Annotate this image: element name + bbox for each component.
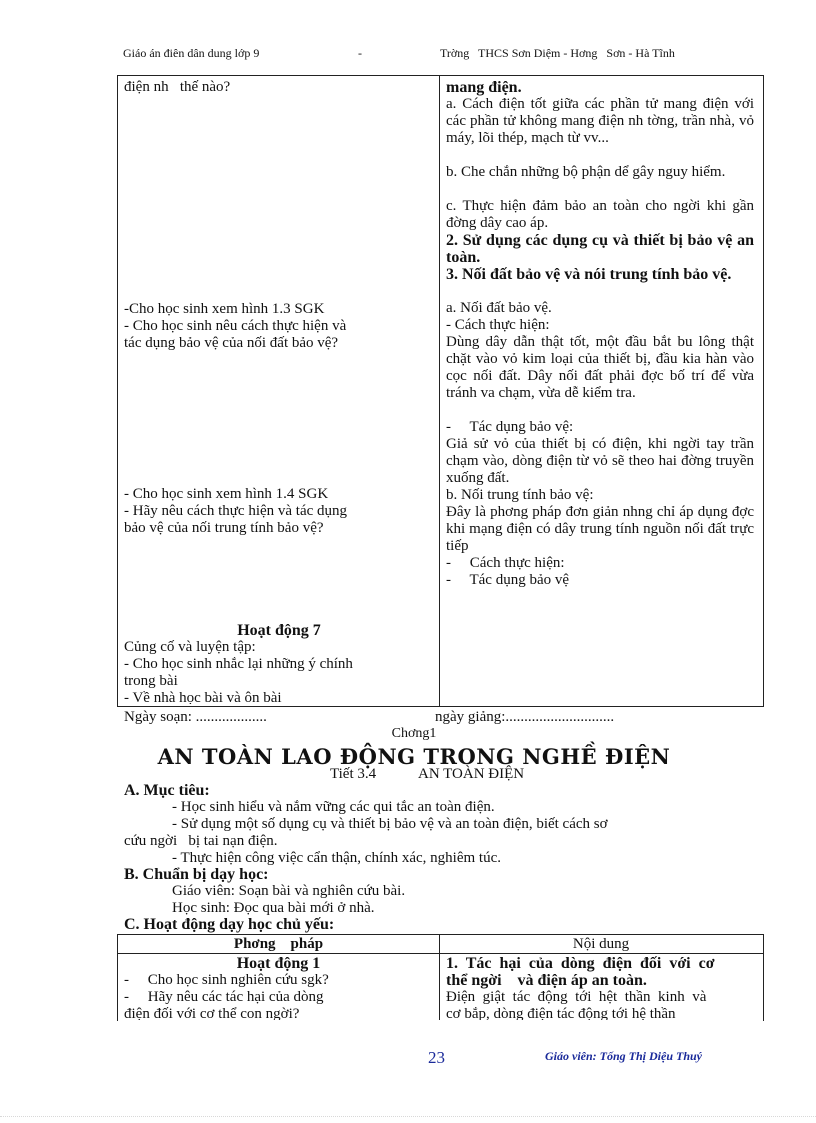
activity-7-line-2: - Cho học sinh nhắc lại những ý chính <box>124 656 353 672</box>
activity-1-title: Hoạt động 1 <box>236 955 321 972</box>
content-1-heading-2: thể ngời và điện áp an toàn. <box>446 972 647 989</box>
t1-left-b2-1: - Cho học sinh xem hình 1.4 SGK <box>124 486 329 502</box>
header-left: Giáo án điên dân dung lớp 9 <box>123 46 260 60</box>
t1-left-b1-3: tác dụng bảo vệ của nối đất bảo vệ? <box>124 335 339 351</box>
t1-right-head: mang điện. <box>446 79 522 96</box>
section-a-heading: A. Mục tiêu: <box>124 782 210 799</box>
content-1-line-2: cơ bắp, dòng điện tác động tới hệ thần <box>446 1006 676 1020</box>
t1-left-b2-2: - Hãy nêu cách thực hiện và tác dụng <box>124 503 348 519</box>
table-2-col-method: Phơng pháp <box>233 936 324 952</box>
header-dash: - <box>358 46 362 60</box>
t1-right-b: b. Che chắn những bộ phận dể gây nguy hiểm. <box>446 164 726 180</box>
t1-right-tac2: - Tác dụng bảo vệ <box>446 572 570 588</box>
page-number: 23 <box>428 1048 445 1067</box>
teacher-credit: Giáo viên: Tống Thị Diệu Thuý <box>545 1049 703 1063</box>
section-b-item-1: Giáo viên: Soạn bài và nghiên cứu bài. <box>172 883 406 899</box>
section-b-heading: B. Chuẩn bị dạy học: <box>124 866 269 883</box>
t1-right-tac: - Tác dụng bảo vệ: <box>446 419 574 435</box>
section-a-item-1: - Học sinh hiểu và nắm vững các qui tắc an toàn điện. <box>172 799 495 815</box>
t1-right-c: c. Thực hiện đảm bảo an toàn cho ngời khi gần đờng dây cao áp. <box>446 198 754 231</box>
activity-7-line-1: Củng cố và luyện tập: <box>124 639 256 655</box>
section-c-heading: C. Hoạt động dạy học chủ yếu: <box>124 916 335 933</box>
t1-right-3a: a. Nối đất bảo vệ. <box>446 300 552 316</box>
t1-right-dung: Dùng dây dẫn thật tốt, một đầu bắt bu lông thật chặt vào vỏ kim loại của thiết bị, đầu kia hàn vào cọc nối đất. Dây nối đất phải đợc bố trí để vừa tránh va chạm, vừa dễ kiểm tra. <box>446 334 754 401</box>
table-1-divider <box>439 75 440 707</box>
section-a-item-2: - Sử dụng một số dụng cụ và thiết bị bảo vệ và an toàn điện, biết cách sơ <box>172 816 608 832</box>
t1-right-day: Đây là phơng pháp đơn giản nhng chỉ áp dụng đợc khi mạng điện có dây trung tính nguồn nối đất trực tiếp <box>446 504 754 554</box>
table-2-col-content: Nội dung <box>572 936 630 952</box>
content-1-line-1: Điện giật tác động tới hệt thần kinh và <box>446 989 707 1005</box>
chapter-label: Chơng1 <box>391 726 437 741</box>
lesson-subtitle: AN TOÀN ĐIỆN <box>418 766 525 782</box>
activity-7-title: Hoạt động 7 <box>237 622 321 639</box>
activity-1-line-1: - Cho học sinh nghiên cứu sgk? <box>124 972 329 988</box>
activity-7-line-4: - Về nhà học bài và ôn bài <box>124 690 282 704</box>
t1-right-cach: - Cách thực hiện: <box>446 317 550 333</box>
section-a-item-3: - Thực hiện công việc cẩn thận, chính xác, nghiêm túc. <box>172 850 501 866</box>
activity-7-line-3: trong bài <box>124 673 178 689</box>
section-b-item-2: Học sinh: Đọc qua bài mới ở nhà. <box>172 900 375 916</box>
t1-right-2: 2. Sử dụng các dụng cụ và thiết bị bảo vệ an toàn. <box>446 232 754 266</box>
t1-right-3: 3. Nối đất bảo vệ và nói trung tính bảo vệ. <box>446 266 732 283</box>
t1-right-3b: b. Nối trung tính bảo vệ: <box>446 487 594 503</box>
lesson-number: Tiết 3.4 <box>330 766 377 782</box>
t1-left-b2-3: bảo vệ của nối trung tính bảo vệ? <box>124 520 324 536</box>
t1-right-gia: Giả sử vỏ của thiết bị có điện, khi ngời tay trần chạm vào, dòng điện từ vỏ sẽ theo hai đờng truyền xuống đất. <box>446 436 754 486</box>
ngay-giang: ngày giảng:............................. <box>435 709 615 725</box>
table-2-header-rule <box>117 953 763 954</box>
t1-left-b1-2: - Cho học sinh nêu cách thực hiện và <box>124 318 347 334</box>
page-bottom-divider <box>0 1116 816 1117</box>
activity-1-line-3: điện đối với cơ thể con ngời? <box>124 1006 300 1020</box>
header-right: Trờng THCS Sơn Diệm - Hơng Sơn - Hà Tĩnh <box>440 46 675 60</box>
page-title: AN TOÀN LAO ĐỘNG TRONG NGHỀ ĐIỆN <box>157 744 671 769</box>
content-1-heading-1: 1. Tác hại của dòng điện đối với cơ <box>446 955 715 972</box>
ngay-soan: Ngày soạn: ................... <box>124 709 267 725</box>
t1-left-b1-1: -Cho học sinh xem hình 1.3 SGK <box>124 301 325 317</box>
t1-right-cach2: - Cách thực hiện: <box>446 555 565 571</box>
t1-right-a: a. Cách điện tốt giữa các phần tử mang điện với các phần tử không mang điện nh tờng, trần nhà, vỏ máy, lõi thép, mạch từ vv... <box>446 96 754 146</box>
activity-1-line-2: - Hãy nêu các tác hại của dòng <box>124 989 324 1005</box>
section-a-item-2-cont: cứu ngời bị tai nạn điện. <box>124 833 278 849</box>
t1-left-line-1: điện nh thế nào? <box>124 79 231 95</box>
